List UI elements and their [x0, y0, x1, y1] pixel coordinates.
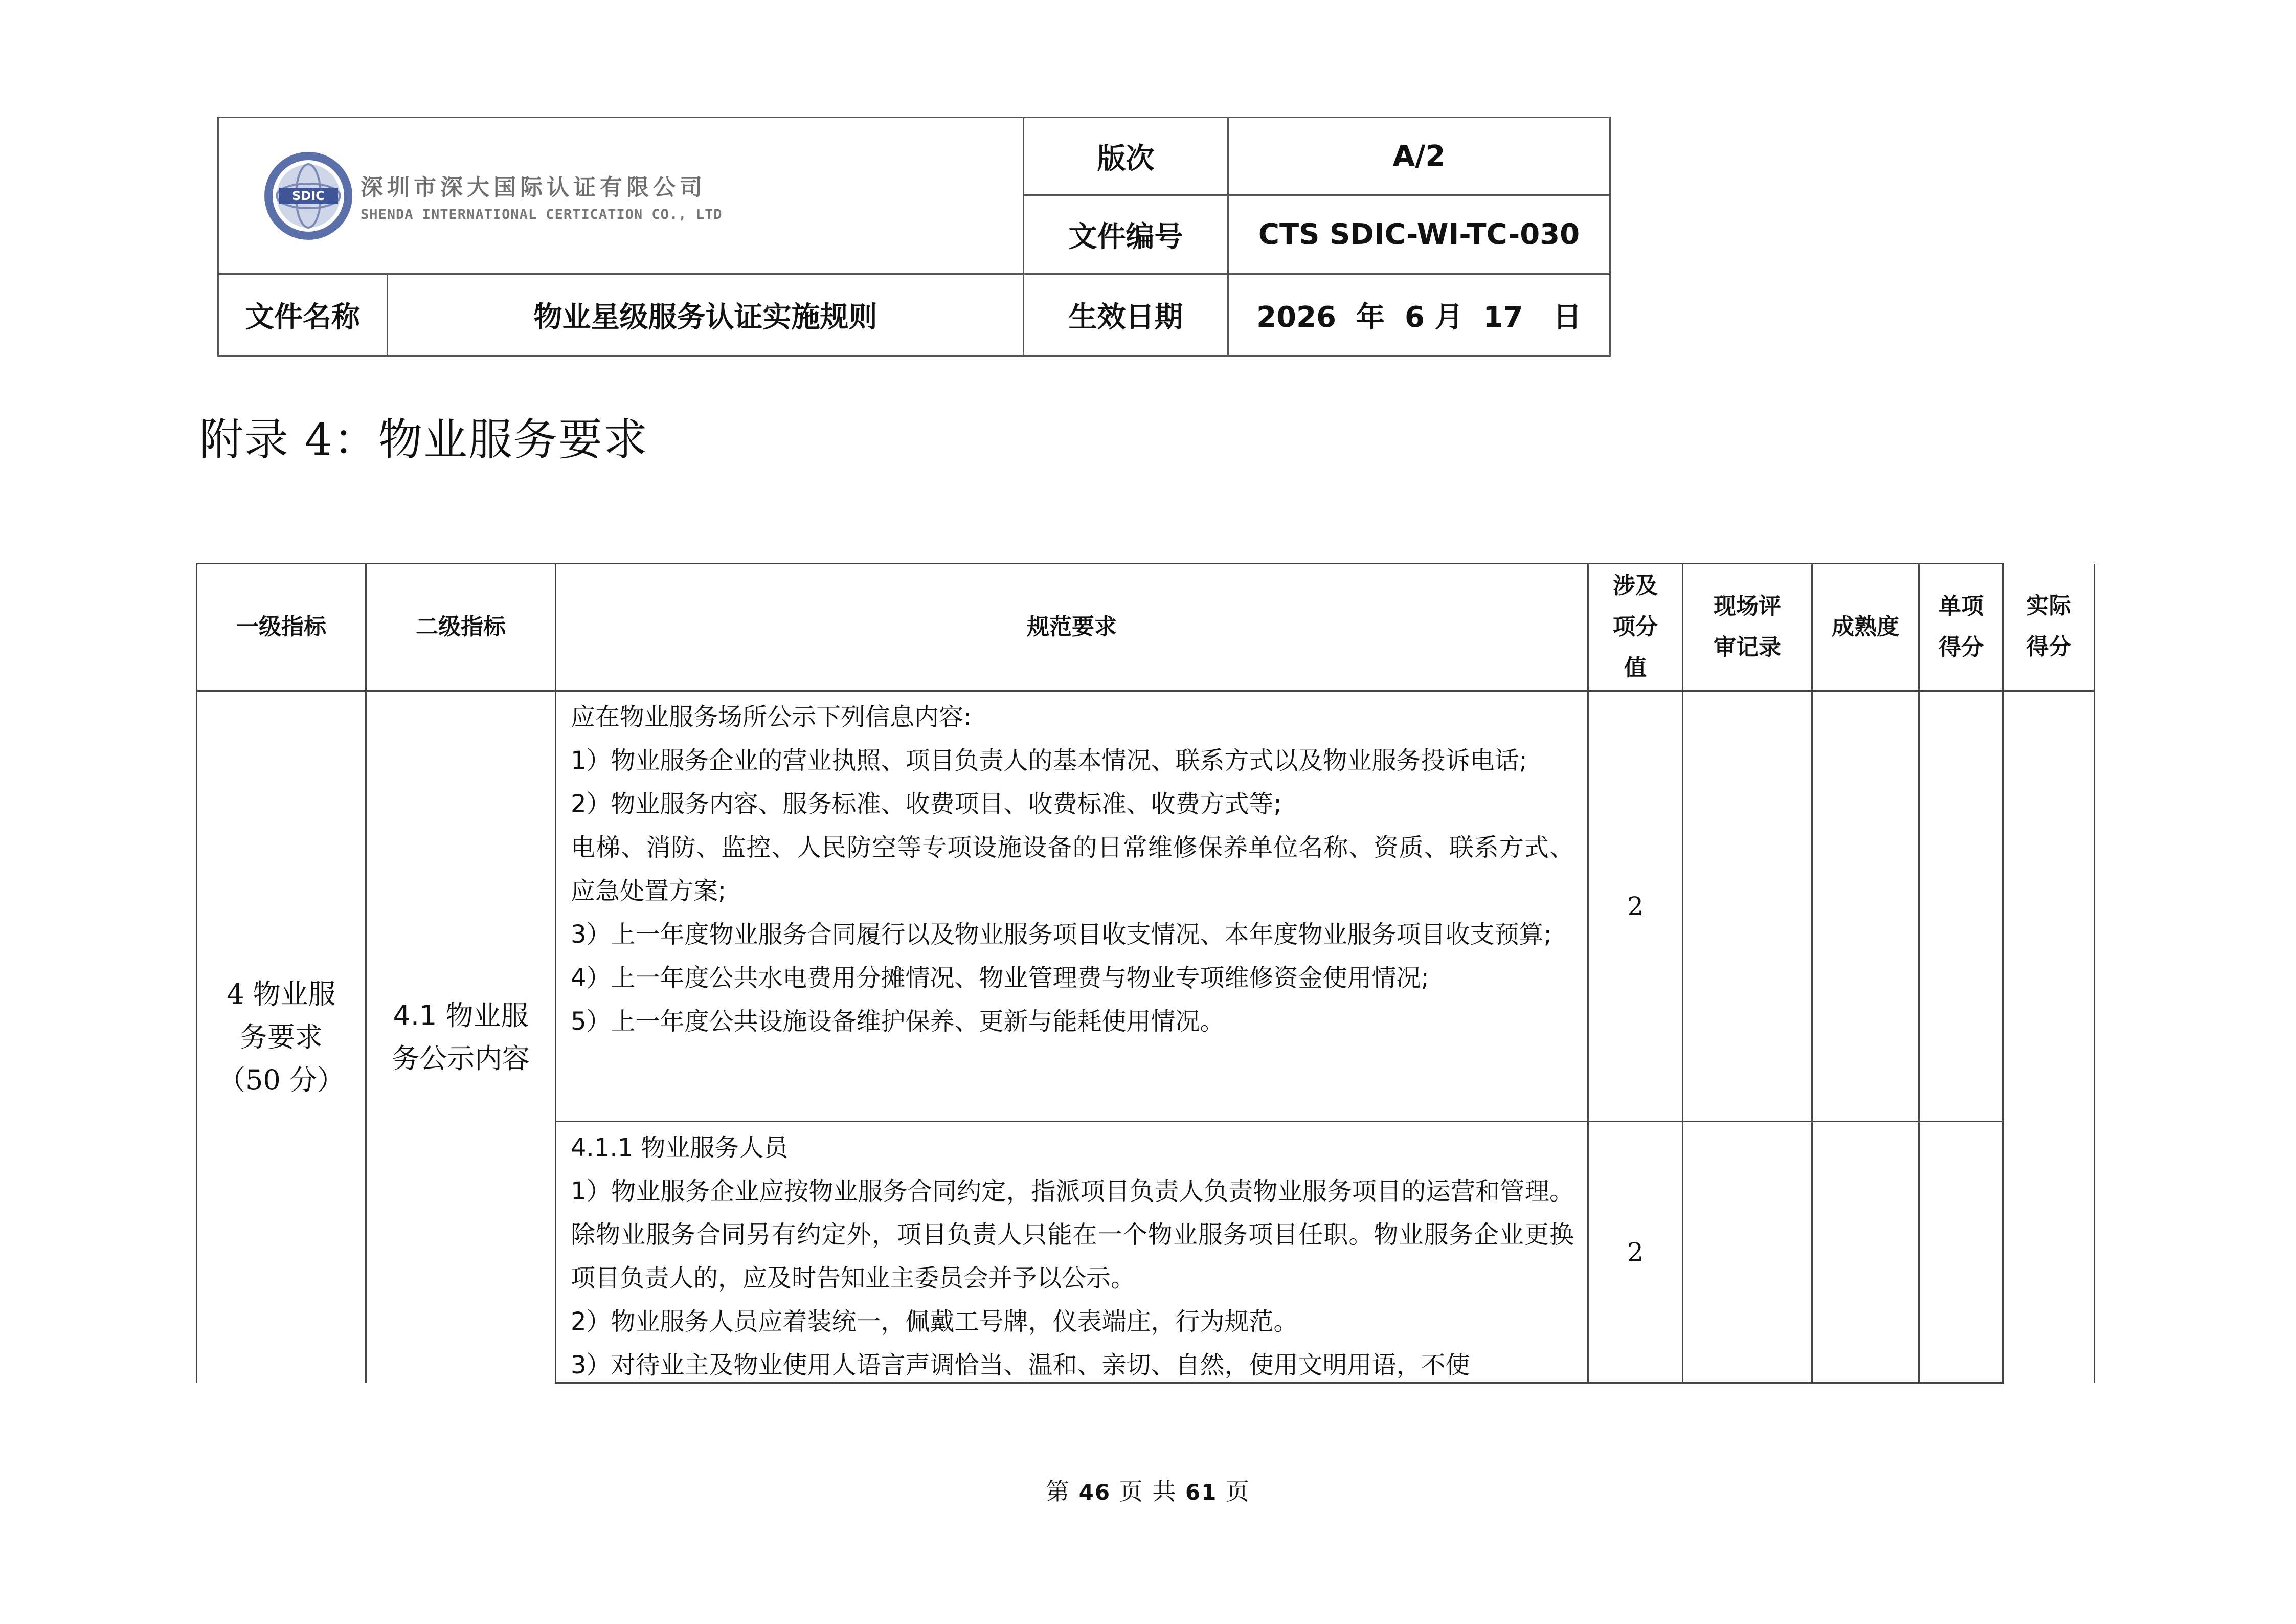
version-value: A/2: [1228, 118, 1610, 195]
company-logo-icon: [262, 150, 354, 242]
involved-score-value: 2: [1588, 691, 1683, 1122]
column-header-site-record: 现场评 审记录: [1683, 564, 1812, 691]
column-header-level1: 一级指标: [197, 564, 366, 691]
effective-date-value: 2026 年 6 月 17 日: [1228, 274, 1610, 356]
appendix-title: 附录 4：物业服务要求: [199, 414, 649, 465]
involved-score-value: 2: [1588, 1122, 1683, 1383]
effective-date-label: 生效日期: [1024, 274, 1228, 356]
doc-number-value: CTS SDIC-WI-TC-030: [1228, 195, 1610, 274]
site-record-cell: [1683, 691, 1812, 1122]
company-name-cn: 深圳市深大国际认证有限公司: [361, 174, 706, 201]
column-header-single-score: 单项 得分: [1919, 564, 2004, 691]
level1-indicator: 4 物业服 务要求 （50 分）: [197, 691, 366, 1383]
column-header-involved-score: 涉及 项分 值: [1588, 564, 1683, 691]
column-header-actual-score: 实际 得分: [2004, 564, 2095, 691]
spec-requirements: 4.1.1 物业服务人员 1）物业服务企业应按物业服务合同约定，指派项目负责人负责物业服务项目的运营和管理。除物业服务合同另有约定外，项目负责人只能在一个物业服务项目任职。物业服务企业更换项目负责人的，应及时告知业主委员会并予以公示。 2）物业服务人员应着装统一，佩戴工号牌，仪表端庄，行为规范。 3）对待业主及物业使用人语言声调恰当、温和、亲切、自然，使用文明用语，不使: [556, 1122, 1588, 1383]
level2-indicator: 4.1 物业服 务公示内容: [366, 691, 556, 1383]
column-header-maturity: 成熟度: [1812, 564, 1919, 691]
single-score-cell: [1919, 691, 2004, 1122]
document-header: [217, 117, 1611, 357]
maturity-cell: [1812, 691, 1919, 1122]
maturity-cell: [1812, 1122, 1919, 1383]
actual-score-cell: [2004, 691, 2095, 1383]
table-row: [197, 691, 2095, 1122]
column-header-level2: 二级指标: [366, 564, 556, 691]
requirements-table: [196, 563, 2095, 1384]
doc-number-label: 文件编号: [1024, 195, 1228, 274]
column-header-spec: 规范要求: [556, 564, 1588, 691]
doc-name-label: 文件名称: [218, 274, 388, 356]
company-logo-cell: [218, 118, 1024, 274]
company-name-en: SHENDA INTERNATIONAL CERTICATION CO., LTD: [361, 207, 723, 223]
doc-name-value: 物业星级服务认证实施规则: [388, 274, 1024, 356]
spec-requirements: 应在物业服务场所公示下列信息内容: 1）物业服务企业的营业执照、项目负责人的基本情况、联系方式以及物业服务投诉电话; 2）物业服务内容、服务标准、收费项目、收费标准、收费方式等; 电梯、消防、监控、人民防空等专项设施设备的日常维修保养单位名称、资质、联系方式、应急处置方案; 3）上一年度物业服务合同履行以及物业服务项目收支情况、本年度物业服务项目收支预算; 4）上一年度公共水电费用分摊情况、物业管理费与物业专项维修资金使用情况; 5）上一年度公共设施设备维护保养、更新与能耗使用情况。: [556, 691, 1588, 1122]
page-number: 第 46 页 共 61 页: [1045, 1478, 1251, 1505]
version-label: 版次: [1024, 118, 1228, 195]
svg-text:SDIC: SDIC: [292, 188, 325, 203]
single-score-cell: [1919, 1122, 2004, 1383]
site-record-cell: [1683, 1122, 1812, 1383]
